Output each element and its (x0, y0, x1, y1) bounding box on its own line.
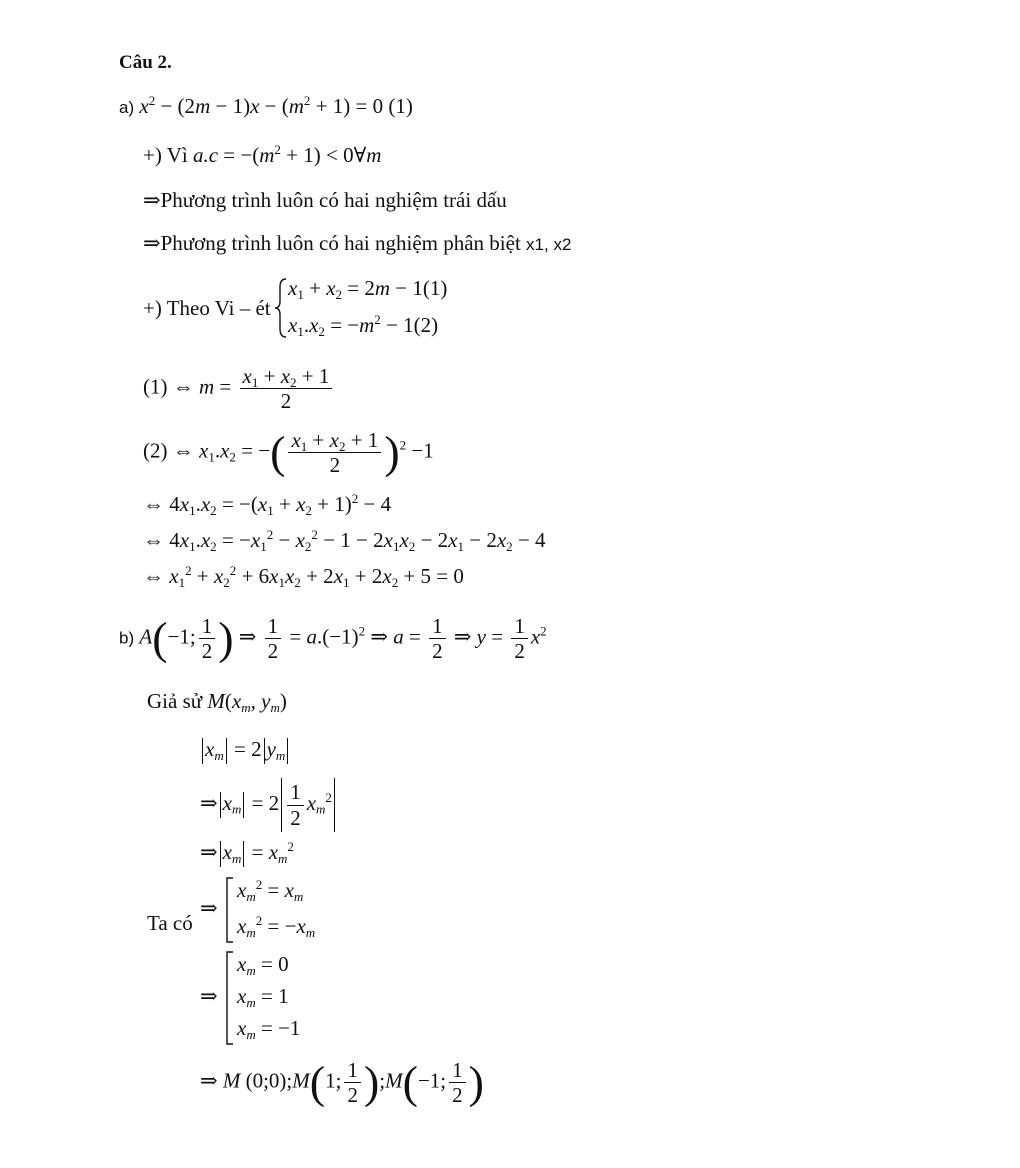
taco-arrow: ⇒ (200, 896, 218, 920)
equivalence-step-1: ⇔ $4x_1.x_2 = -(x_1 + x_2 + 1)^2 - 4$ (143, 491, 392, 518)
suppose-label: Giả sử (147, 689, 203, 713)
solution-minus-one: $x_m = -1$ (237, 1016, 301, 1042)
suppose-m: Giả sử $M(x_m$, $y_m$) (147, 689, 287, 715)
solution-one: $x_m = 1$ (237, 984, 289, 1010)
solutions-arrow: ⇒ (200, 984, 218, 1008)
abs-condition: $x_m = 2$ $y_m$ (200, 737, 290, 764)
vieta-prefix: +) Theo Vi – ét (143, 296, 271, 320)
final-points: ⇒ M (0;0);M(1; $\frac{1}{2}$ );M(−1; $\frac{1}{2}$ ) (200, 1056, 484, 1108)
taco-label: Ta có (147, 911, 193, 935)
m-expression: (1) ⇔ m = $\frac{x_1 + x_2 + 1}{2}$ (143, 364, 335, 413)
vieta-product: $x_1.x_2 = -m^2 - 1(2)$ (288, 312, 439, 339)
left-brace-icon (274, 277, 288, 339)
part-a-label: a) (119, 98, 135, 117)
roots-label: x1, x2 (526, 235, 572, 254)
vieta-sum: $x_1 + x_2 = 2m - 1(1)$ (288, 276, 448, 302)
conclusion-opposite-sign: ⇒Phương trình luôn có hai nghiệm trái dấu (143, 188, 507, 212)
abs-substitution: ⇒ $x_m = 2$ $\frac{1}{2}$ $x_m^2$ (200, 778, 337, 832)
vieta-product-tag: (2) (413, 313, 439, 337)
question-title: Câu 2. (119, 52, 172, 73)
distinct-roots-text: ⇒Phương trình luôn có hai nghiệm phân biệt (143, 231, 521, 255)
abs-simplified: ⇒ $x_m = x_m^2$ (200, 839, 294, 866)
bracket-icon (225, 876, 235, 944)
equivalence-step-2: ⇔ $4x_1.x_2 = -x_1^2 - x_2^2 - 1 - 2x_1x_2 - 2x_1 - 2x_2 - 4$ (143, 527, 546, 554)
ac-condition: +) Vì $a.c = -(m^2 + 1)$ < 0∀m (143, 142, 382, 167)
conclusion-distinct-roots (143, 231, 571, 255)
part-b-equation: b) A(−1; $\frac{1}{2}$ ) ⇒ $\frac{1}{2}$ = $a.(-1)^2$ ⇒ a = $\frac{1}{2}$ ⇒ y = $\frac{1}{2}$ $x^2$ (119, 612, 547, 664)
part-b-label: b) (119, 628, 135, 648)
m-fraction: $\frac{x_1 + x_2 + 1}{2}$ (240, 364, 333, 413)
product-substitution: (2) ⇔ $x_1.x_2$ = −( $\frac{x_1 + x_2 + 1}{2}$ )$^2$ −1 (143, 426, 434, 478)
bracket-icon (225, 950, 235, 1046)
equation-a: a) $x^2 - (2m - 1)x - (m^2 + 1) = 0$ (1) (119, 93, 413, 118)
vi-prefix: +) Vì (143, 143, 188, 167)
case-positive: $x_m^2 = x_m$ (237, 877, 304, 904)
equation-tag: (1) (388, 94, 413, 118)
case-negative: $x_m^2 = -x_m$ (237, 913, 316, 940)
solution-zero: $x_m = 0$ (237, 952, 289, 978)
vieta-sum-tag: (1) (422, 276, 448, 300)
equivalence-step-3: ⇔ $x_1^2 + x_2^2 + 6x_1x_2 + 2x_1 + 2x_2 + 5 = 0$ (143, 563, 464, 590)
